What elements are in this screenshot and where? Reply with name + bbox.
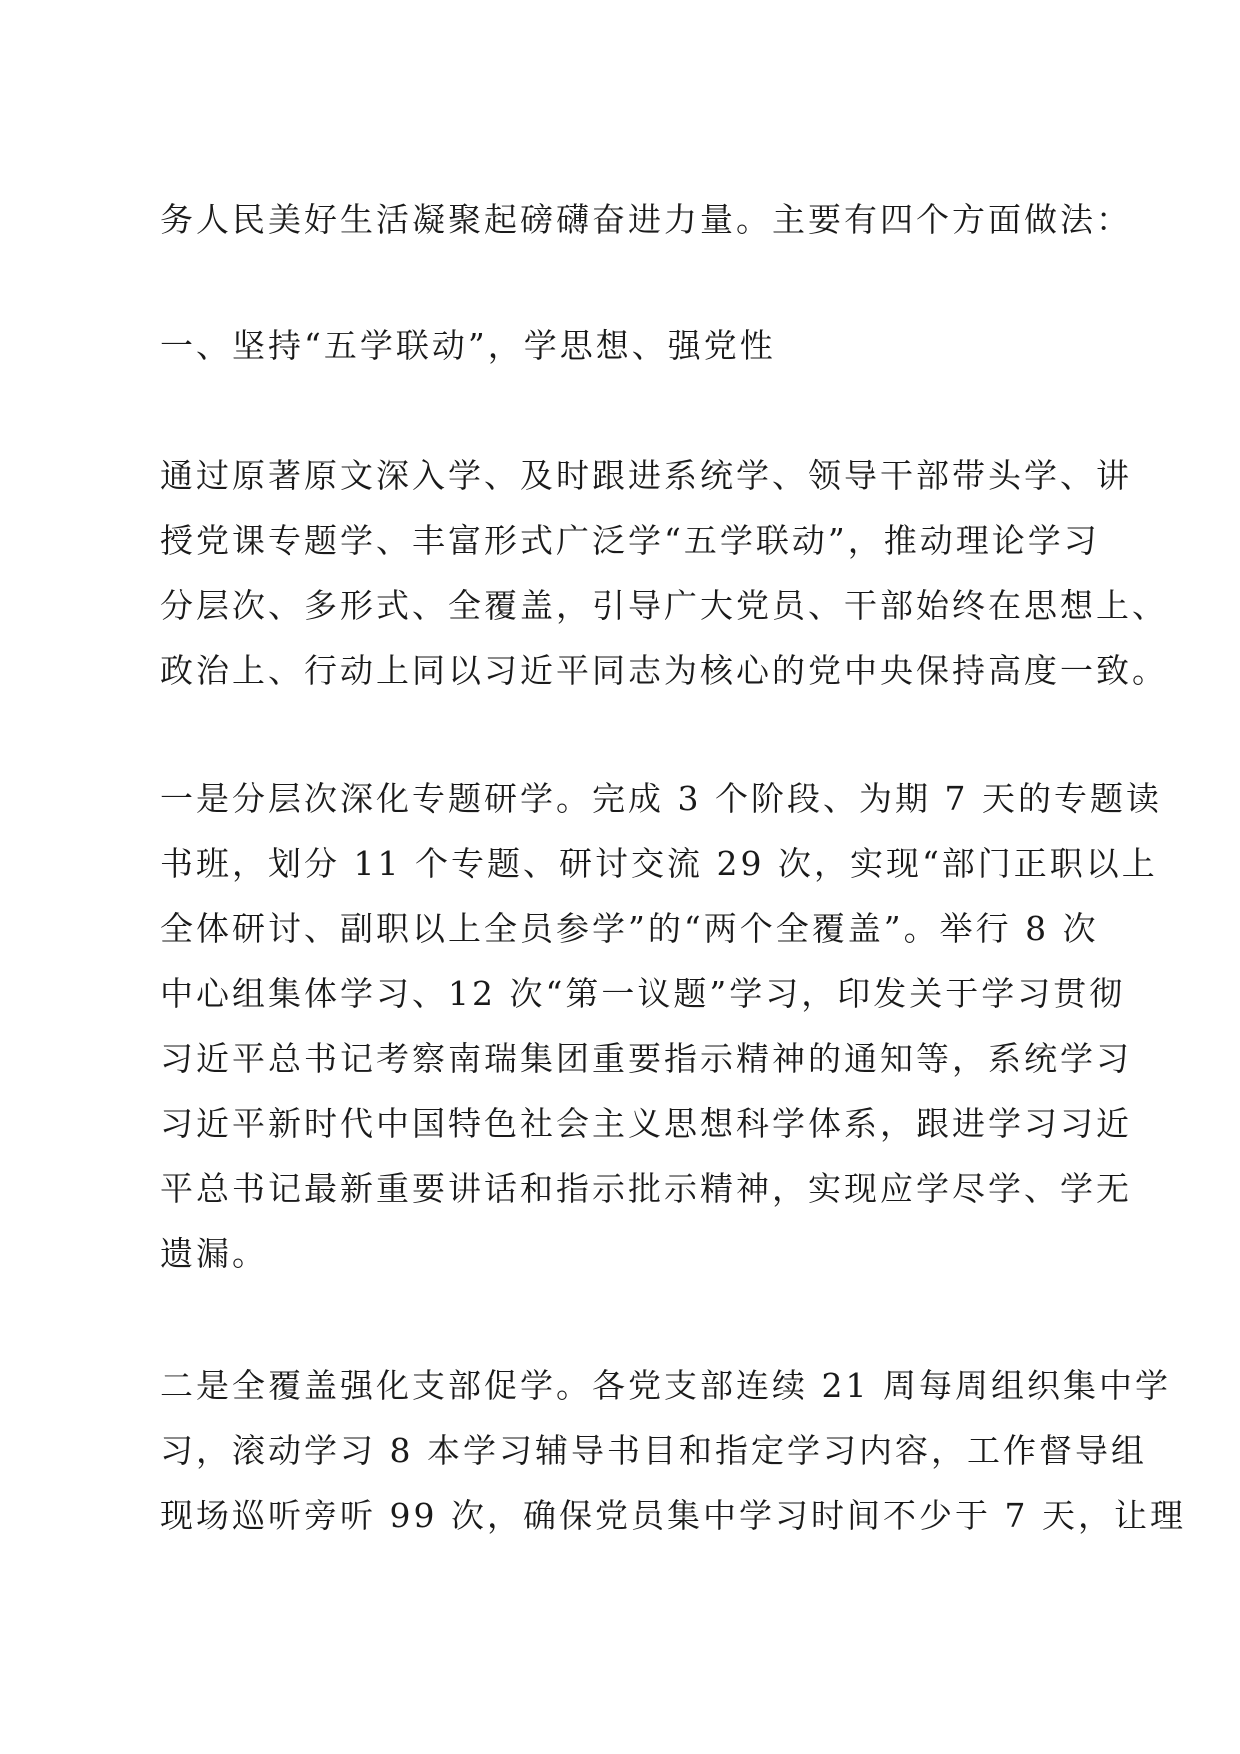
paragraph-continuation — [160, 187, 1132, 252]
paragraph-intro — [160, 443, 1168, 703]
text-line: 一是分层次深化专题研学。完成 3 个阶段、为期 7 天的专题读 — [160, 779, 1162, 818]
text-line: 习，滚动学习 8 本学习辅导书目和指定学习内容，工作督导组 — [160, 1431, 1147, 1470]
text-line: 二是全覆盖强化支部促学。各党支部连续 21 周每周组织集中学 — [160, 1366, 1171, 1405]
text-line: 授党课专题学、丰富形式广泛学“五学联动”，推动理论学习 — [160, 521, 1100, 560]
paragraph-point-two — [160, 1353, 1186, 1548]
text-line: 全体研讨、副职以上全员参学”的“两个全覆盖”。举行 8 次 — [160, 909, 1099, 948]
text-line: 通过原著原文深入学、及时跟进系统学、领导干部带头学、讲 — [160, 456, 1132, 495]
section-heading — [160, 313, 1085, 378]
text-line: 书班，划分 11 个专题、研讨交流 29 次，实现“部门正职以上 — [160, 844, 1158, 883]
text-line: 中心组集体学习、12 次“第一议题”学习，印发关于学习贯彻 — [160, 974, 1126, 1013]
text-line: 习近平总书记考察南瑞集团重要指示精神的通知等，系统学习 — [160, 1039, 1132, 1078]
text-line: 平总书记最新重要讲话和指示批示精神，实现应学尽学、学无 — [160, 1169, 1132, 1208]
text-line: 遗漏。 — [160, 1234, 268, 1273]
text-line: 务人民美好生活凝聚起磅礴奋进力量。主要有四个方面做法： — [160, 200, 1132, 239]
text-line: 现场巡听旁听 99 次，确保党员集中学习时间不少于 7 天，让理 — [160, 1496, 1186, 1535]
heading-text: 一、坚持“五学联动”，学思想、强党性 — [160, 326, 776, 365]
text-line: 分层次、多形式、全覆盖，引导广大党员、干部始终在思想上、 — [160, 586, 1168, 625]
paragraph-point-one — [160, 766, 1162, 1286]
text-line: 政治上、行动上同以习近平同志为核心的党中央保持高度一致。 — [160, 651, 1168, 690]
text-line: 习近平新时代中国特色社会主义思想科学体系，跟进学习习近 — [160, 1104, 1132, 1143]
